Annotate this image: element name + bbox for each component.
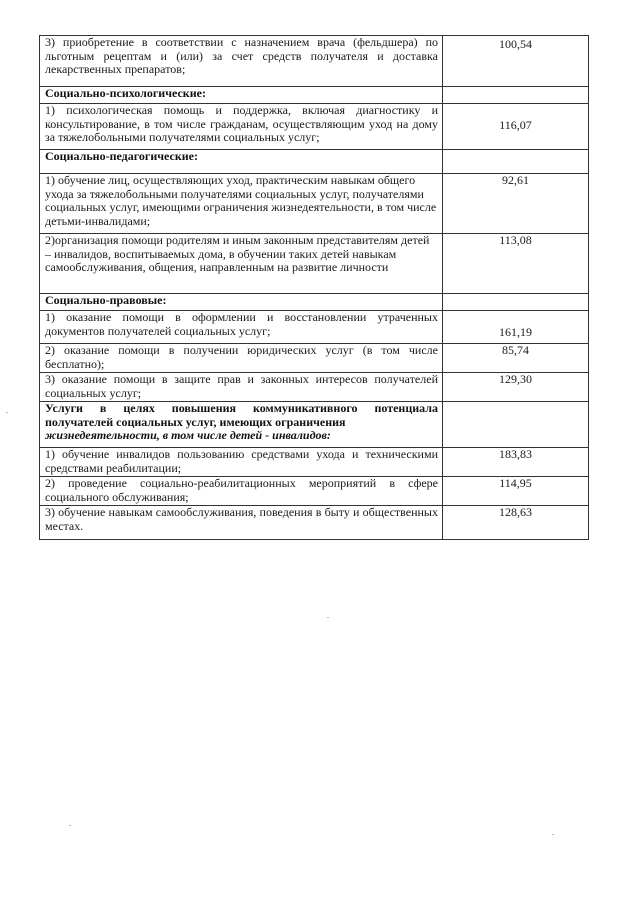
price-cell	[442, 104, 589, 150]
scan-speck	[6, 412, 8, 413]
service-description: 1) оказание помощи в оформлении и восстановлении утраченных документов получателей социальных услуг;	[45, 311, 438, 338]
price-value: 92,61	[502, 174, 529, 187]
section-header-row	[39, 150, 589, 174]
section-header	[45, 402, 438, 443]
service-description: 3) оказание помощи в защите прав и законных интересов получателей социальных услуг;	[45, 373, 438, 400]
price-cell	[442, 234, 589, 294]
empty-price-cell	[442, 402, 589, 448]
table-row	[39, 234, 589, 294]
table-row	[39, 448, 589, 477]
service-description: 1) психологическая помощь и поддержка, включая диагностику и консультирование, в том числе гражданам, осуществляющим уход на дому за тяжелобольными получателями социальных услуг;	[45, 104, 438, 145]
price-value: 116,07	[499, 118, 532, 132]
service-description-cell	[39, 448, 443, 477]
service-description: 2)организация помощи родителям и иным законным представителям детей – инвалидов, воспитываемых дома, в обучении таких детей навыкам самообслуживания, общения, направленным на развитие личности	[45, 234, 430, 275]
service-description-cell	[39, 35, 443, 87]
price-cell	[442, 311, 589, 344]
price-value: 114,95	[499, 477, 532, 490]
price-cell	[442, 373, 589, 402]
table-row	[39, 477, 589, 506]
service-description: 2) оказание помощи в получении юридических услуг (в том числе бесплатно);	[45, 344, 438, 371]
price-value: 85,74	[502, 344, 529, 357]
empty-price-cell	[442, 150, 589, 174]
table-row	[39, 506, 589, 540]
price-cell	[442, 344, 589, 373]
price-value: 183,83	[499, 448, 532, 461]
section-header-row	[39, 402, 589, 448]
service-description-cell	[39, 506, 443, 540]
table-row	[39, 35, 589, 87]
price-value: 113,08	[499, 234, 532, 247]
section-header: Социально-психологические:	[45, 87, 206, 100]
section-header-row	[39, 87, 589, 104]
section-header-text-last: жизнедеятельности, в том числе детей - инвалидов:	[45, 428, 331, 443]
tariff-table	[39, 35, 589, 545]
service-description: 2) проведение социально-реабилитационных мероприятий в сфере социального обслуживания;	[45, 477, 438, 504]
price-value: 129,30	[499, 373, 532, 386]
price-cell	[442, 35, 589, 87]
section-header-cell	[39, 294, 443, 311]
price-cell	[442, 506, 589, 540]
service-description: 1) обучение инвалидов пользованию средствами ухода и техническими средствами реабилитации;	[45, 448, 438, 475]
section-header-cell	[39, 402, 443, 448]
section-header-text: Услуги в целях повышения коммуникативного потенциала получателей социальных услуг, имеющих ограничения	[45, 402, 438, 429]
price-value: 161,19	[499, 325, 532, 339]
service-description-cell	[39, 344, 443, 373]
price-cell	[442, 477, 589, 506]
price-cell	[442, 174, 589, 234]
section-header-cell	[39, 150, 443, 174]
price-value: 128,63	[499, 506, 532, 519]
empty-price-cell	[442, 294, 589, 311]
scan-speck	[69, 825, 71, 826]
section-header: Социально-правовые:	[45, 294, 167, 307]
table-row	[39, 373, 589, 402]
scan-speck	[327, 617, 329, 618]
scan-speck	[552, 834, 554, 835]
table-row	[39, 104, 589, 150]
empty-price-cell	[442, 87, 589, 104]
table-row	[39, 174, 589, 234]
price-value: 100,54	[499, 37, 532, 51]
service-description: 3) приобретение в соответствии с назначением врача (фельдшера) по льготным рецептам и (или) за счет средств получателя и доставка лекарственных препаратов;	[45, 35, 438, 77]
section-header: Социально-педагогические:	[45, 150, 198, 163]
service-description-cell	[39, 174, 443, 234]
table-row	[39, 311, 589, 344]
section-header-row	[39, 294, 589, 311]
service-description-cell	[39, 234, 443, 294]
service-description-cell	[39, 373, 443, 402]
section-header-cell	[39, 87, 443, 104]
service-description-cell	[39, 104, 443, 150]
service-description-cell	[39, 311, 443, 344]
table-row	[39, 344, 589, 373]
price-cell	[442, 448, 589, 477]
service-description-cell	[39, 477, 443, 506]
service-description: 3) обучение навыкам самообслуживания, поведения в быту и общественных местах.	[45, 506, 438, 533]
service-description: 1) обучение лиц, осуществляющих уход, практическим навыкам общего ухода за тяжелобольными получателями социальных услуг, получателями социальных услуг, имеющими ограничения жизнедеятельности, в том числе детьми-инвалидами;	[45, 174, 437, 228]
